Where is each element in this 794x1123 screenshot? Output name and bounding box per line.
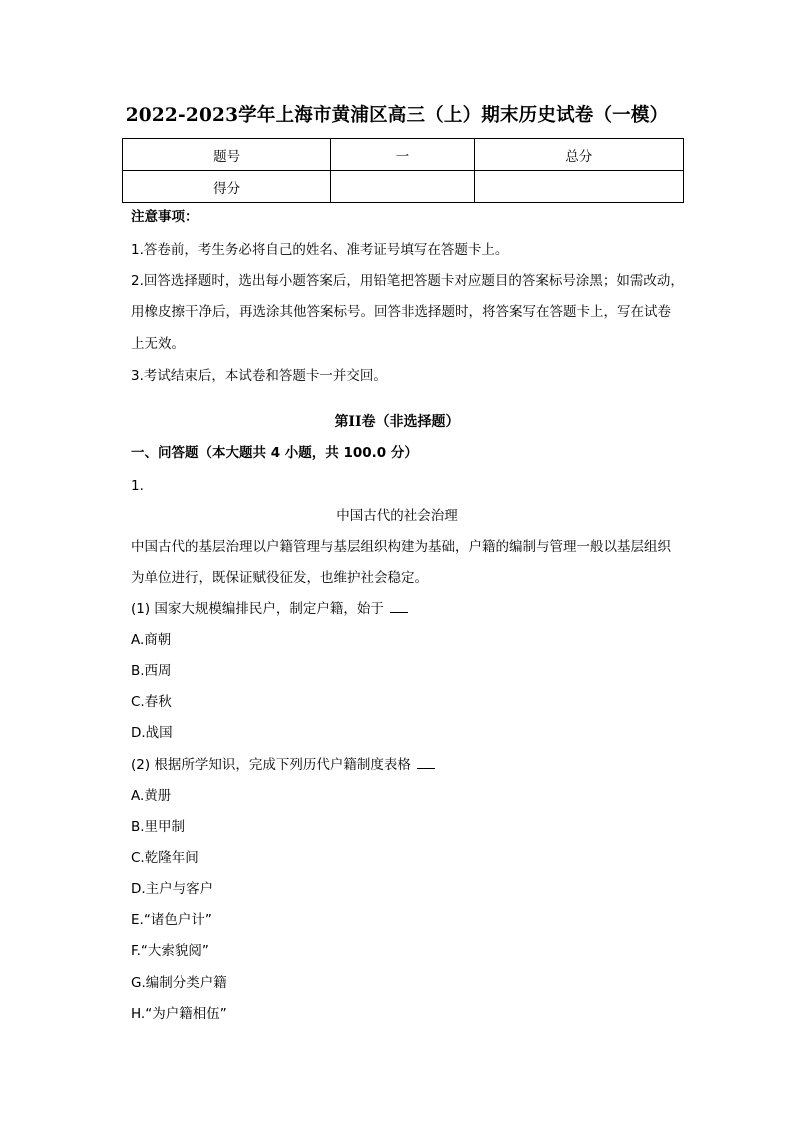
passage-line: 中国古代的基层治理以户籍管理与基层组织构建为基础，户籍的编制与管理一般以基层组织 (131, 539, 671, 555)
option: D.主户与客户 (131, 881, 214, 897)
sub-question-1 (131, 599, 408, 619)
notice-item: 1.答卷前，考生务必将自己的姓名、准考证号填写在答题卡上。 (131, 242, 509, 258)
option: E.“诸色户计” (131, 912, 212, 928)
part-title: 第II卷（非选择题） (334, 414, 460, 430)
score-cell-total (474, 171, 683, 203)
passage-line: 为单位进行，既保证赋役征发，也维护社会稳定。 (131, 570, 428, 586)
header-cell-section-one: 一 (331, 139, 474, 171)
table-row (123, 171, 684, 203)
row-label-score: 得分 (123, 171, 331, 203)
option: B.西周 (131, 663, 172, 679)
score-cell-section-one (331, 171, 474, 203)
option: D.战国 (131, 725, 173, 741)
header-cell-total: 总分 (474, 139, 683, 171)
section-heading: 一、问答题（本大题共 4 小题，共 100.0 分） (131, 445, 418, 461)
notice-item: 上无效。 (131, 336, 185, 352)
option: C.春秋 (131, 694, 172, 710)
answer-blank (390, 599, 408, 613)
sub-question-1-stem: (1) 国家大规模编排民户，制定户籍，始于 (131, 601, 384, 617)
notice-item: 用橡皮擦干净后，再选涂其他答案标号。回答非选择题时，将答案写在答题卡上，写在试卷 (131, 304, 671, 320)
header-cell-question-number: 题号 (123, 139, 331, 171)
sub-question-2 (131, 755, 435, 775)
option: C.乾隆年间 (131, 850, 199, 866)
question-number: 1. (131, 478, 144, 494)
passage-title: 中国古代的社会治理 (336, 508, 458, 524)
option: G.编制分类户籍 (131, 975, 227, 991)
exam-title: 2022-2023学年上海市黄浦区高三（上）期末历史试卷（一模） (125, 105, 669, 126)
score-table (122, 138, 684, 203)
notice-heading: 注意事项： (131, 209, 199, 225)
notice-item: 3.考试结束后，本试卷和答题卡一并交回。 (131, 368, 387, 384)
option: F.“大索貌阅” (131, 943, 209, 959)
option: B.里甲制 (131, 819, 186, 835)
answer-blank (417, 755, 435, 769)
option: A.商朝 (131, 632, 172, 648)
notice-item: 2.回答选择题时，选出每小题答案后，用铅笔把答题卡对应题目的答案标号涂黑；如需改动， (131, 273, 684, 289)
table-row (123, 139, 684, 171)
sub-question-2-stem: (2) 根据所学知识，完成下列历代户籍制度表格 (131, 757, 411, 773)
option: H.“为户籍相伍” (131, 1006, 227, 1022)
option: A.黄册 (131, 788, 172, 804)
